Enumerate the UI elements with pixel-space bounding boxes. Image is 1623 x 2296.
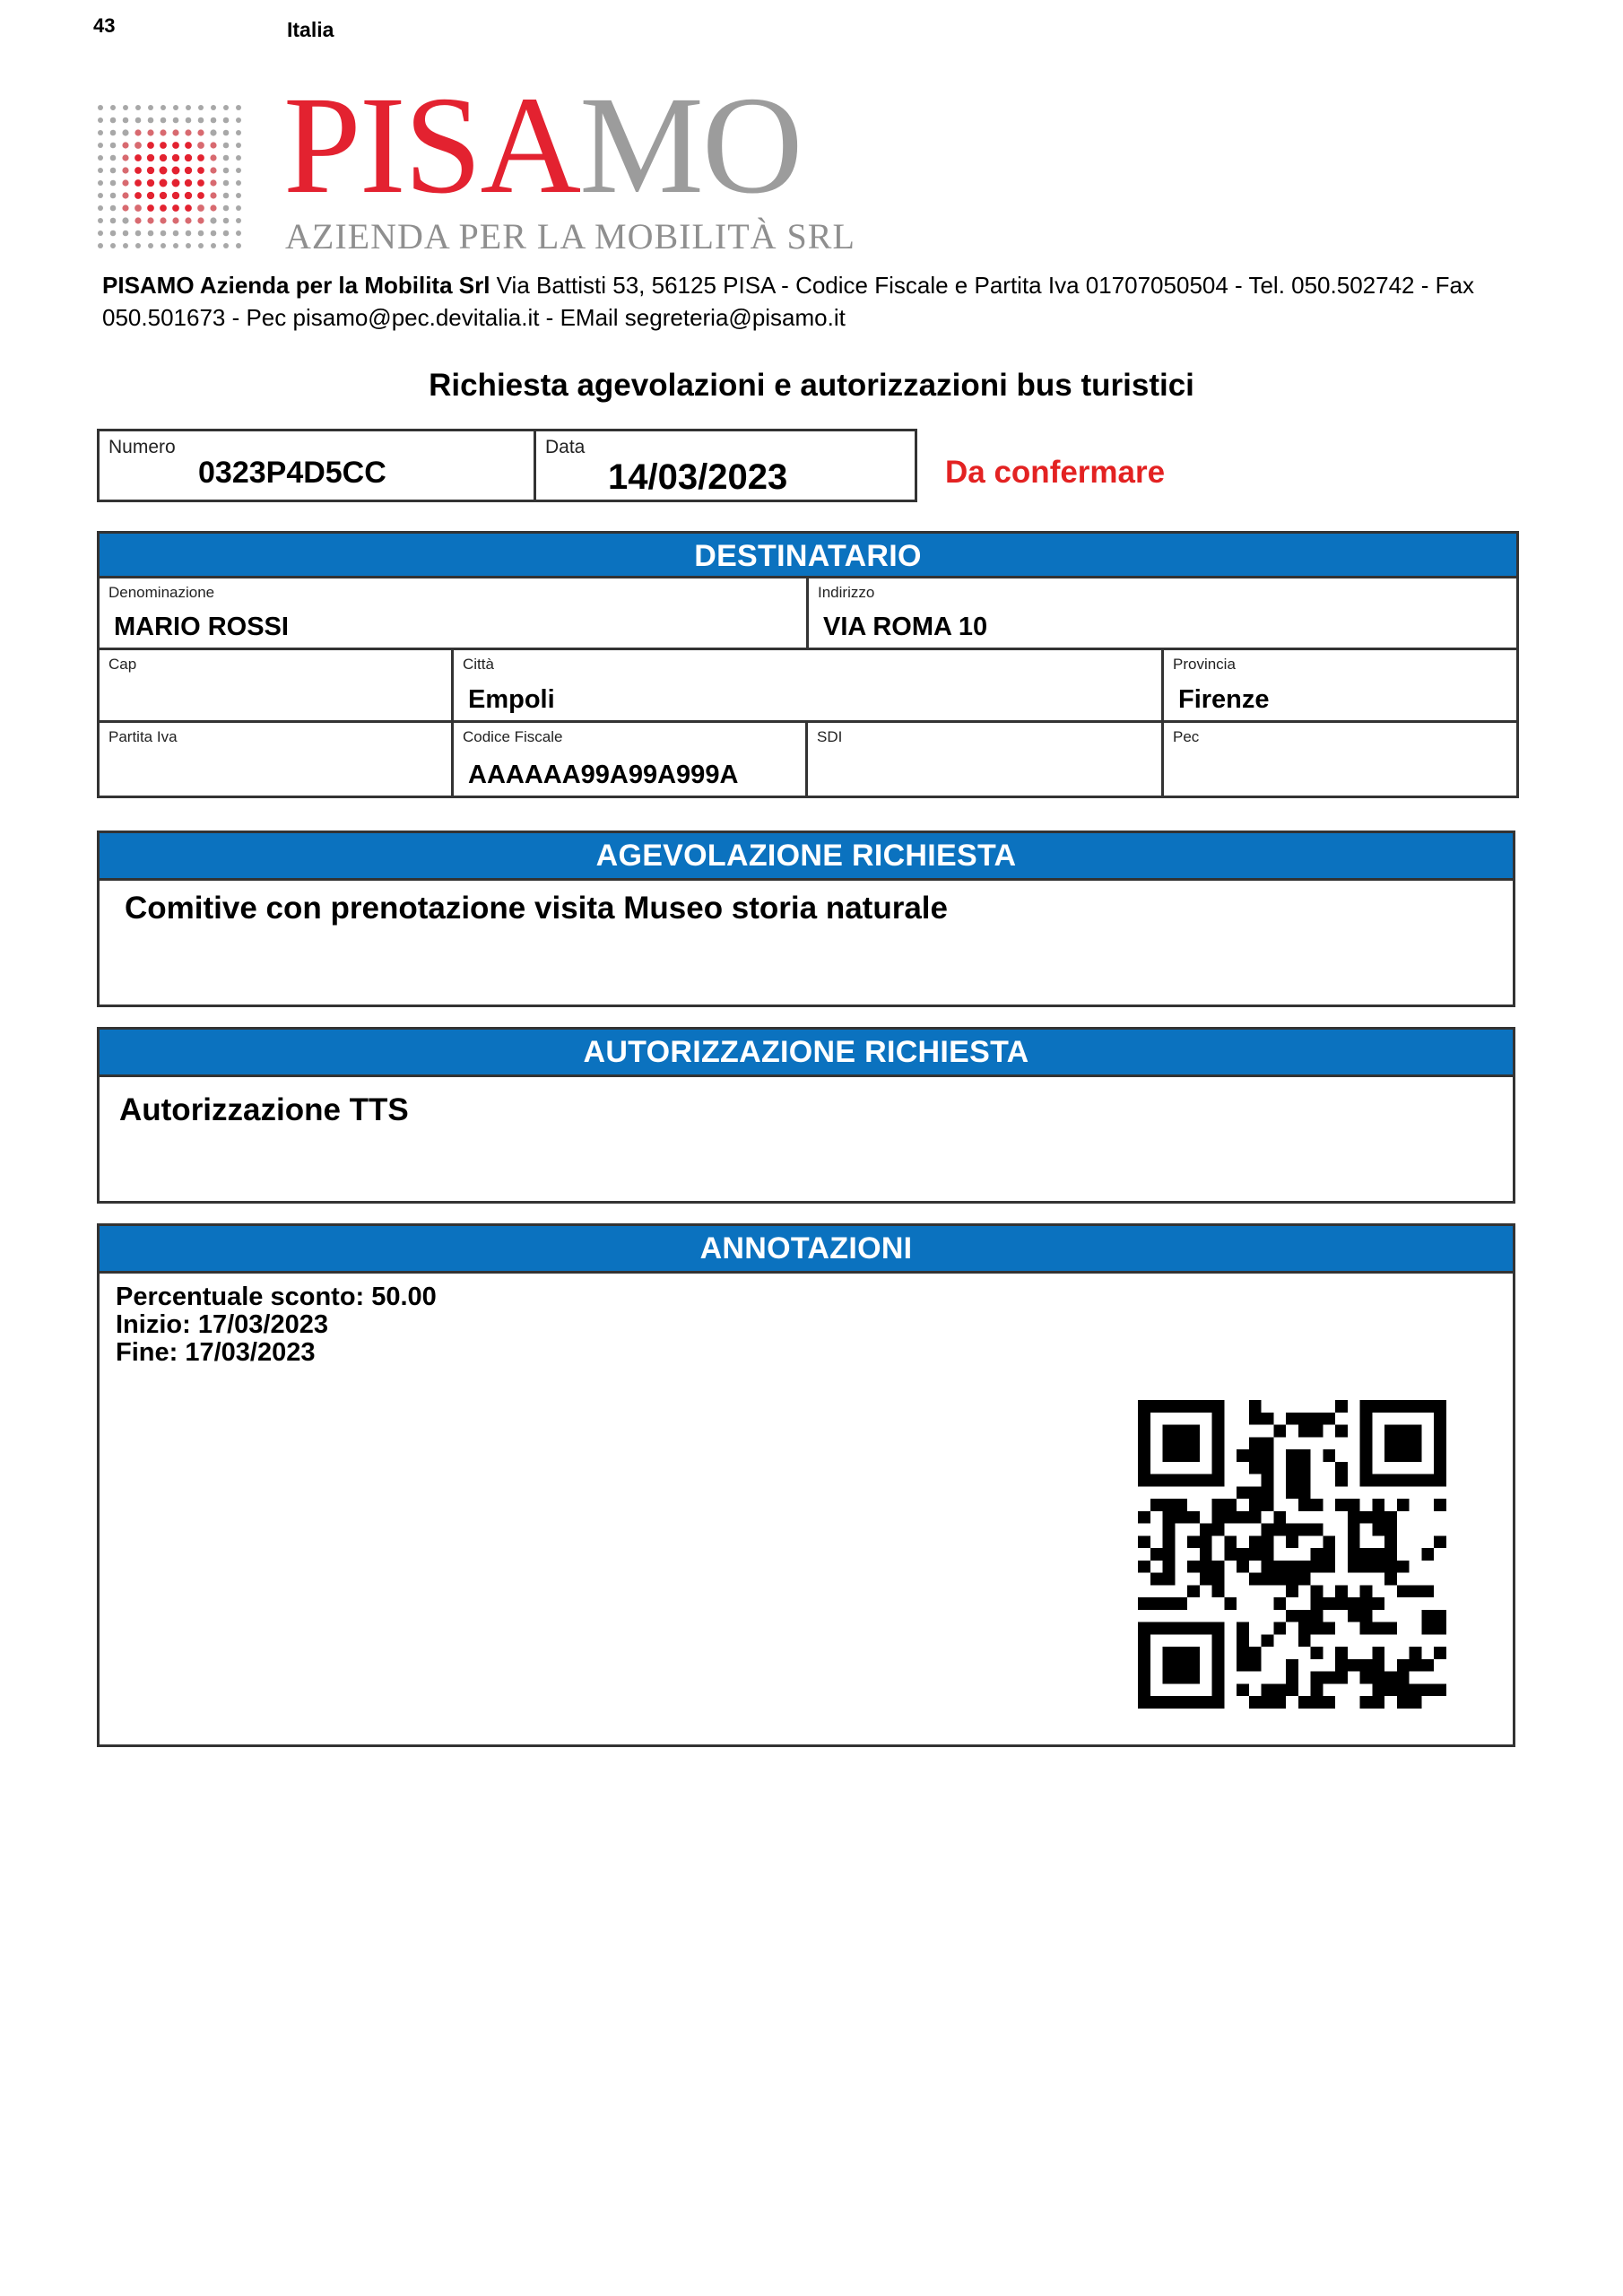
logo-subtitle: AZIENDA PER LA MOBILITÀ SRL <box>285 216 855 257</box>
company-info <box>102 269 1537 334</box>
logo-wordmark <box>283 67 802 222</box>
numero-cell <box>97 429 536 502</box>
autorizzazione-text: Autorizzazione TTS <box>119 1092 409 1127</box>
company-name: PISAMO Azienda per la Mobilita Srl <box>102 272 490 299</box>
indirizzo-cell <box>806 576 1519 650</box>
cap-label: Cap <box>108 656 137 673</box>
company-details: Via Battisti 53, 56125 PISA - Codice Fiscale e Partita Iva 01707050504 - Tel. 050.502742 - Fax 050.501673 - Pec pisamo@pec.devitalia.it - EMail segreteria@pisamo.it <box>102 272 1474 331</box>
agevolazione-section <box>97 831 1515 1007</box>
citta-cell <box>451 648 1164 723</box>
codice-fiscale-value: AAAAAA99A99A999A <box>468 761 739 789</box>
indirizzo-value: VIA ROMA 10 <box>823 613 988 641</box>
citta-value: Empoli <box>468 685 555 714</box>
logo-word-red: PISA <box>283 67 580 222</box>
agevolazione-heading: AGEVOLAZIONE RICHIESTA <box>100 833 1513 881</box>
autorizzazione-section <box>97 1027 1515 1204</box>
pisamo-logo <box>93 67 855 258</box>
agevolazione-text: Comitive con prenotazione visita Museo storia naturale <box>125 891 948 926</box>
annotazione-line: Fine: 17/03/2023 <box>116 1338 316 1367</box>
pec-cell <box>1161 720 1519 798</box>
country-label: Italia <box>287 18 334 41</box>
annotazione-line: Inizio: 17/03/2023 <box>116 1310 328 1339</box>
annotazioni-heading: ANNOTAZIONI <box>100 1226 1513 1274</box>
annotazioni-section <box>97 1223 1515 1747</box>
pec-label: Pec <box>1173 728 1200 745</box>
page-number: 43 <box>93 14 116 37</box>
numero-value: 0323P4D5CC <box>198 456 386 490</box>
data-cell <box>534 429 917 502</box>
sdi-label: SDI <box>817 728 843 745</box>
citta-label: Città <box>463 656 494 673</box>
denominazione-cell <box>97 576 809 650</box>
codice-fiscale-cell <box>451 720 808 798</box>
partita-iva-label: Partita Iva <box>108 728 178 745</box>
denominazione-value: MARIO ROSSI <box>114 613 289 641</box>
data-value: 14/03/2023 <box>608 457 788 497</box>
partita-iva-cell <box>97 720 454 798</box>
cap-cell <box>97 648 454 723</box>
codice-fiscale-label: Codice Fiscale <box>463 728 563 745</box>
denominazione-label: Denominazione <box>108 584 215 601</box>
logo-word-gray: MO <box>579 67 802 222</box>
logo-dot-sphere-icon <box>93 100 246 253</box>
annotazione-line: Percentuale sconto: 50.00 <box>116 1283 437 1311</box>
document-title: Richiesta agevolazioni e autorizzazioni bus turistici <box>429 368 1194 403</box>
numero-label: Numero <box>108 437 176 457</box>
provincia-label: Provincia <box>1173 656 1236 673</box>
indirizzo-label: Indirizzo <box>818 584 875 601</box>
status-badge: Da confermare <box>945 455 1166 490</box>
sdi-cell <box>805 720 1164 798</box>
annotazioni-text <box>116 1283 437 1367</box>
data-label: Data <box>545 437 586 457</box>
provincia-value: Firenze <box>1178 685 1270 714</box>
qr-code-icon <box>1138 1400 1446 1709</box>
provincia-cell <box>1161 648 1519 723</box>
destinatario-heading: DESTINATARIO <box>100 534 1516 581</box>
autorizzazione-heading: AUTORIZZAZIONE RICHIESTA <box>100 1030 1513 1077</box>
